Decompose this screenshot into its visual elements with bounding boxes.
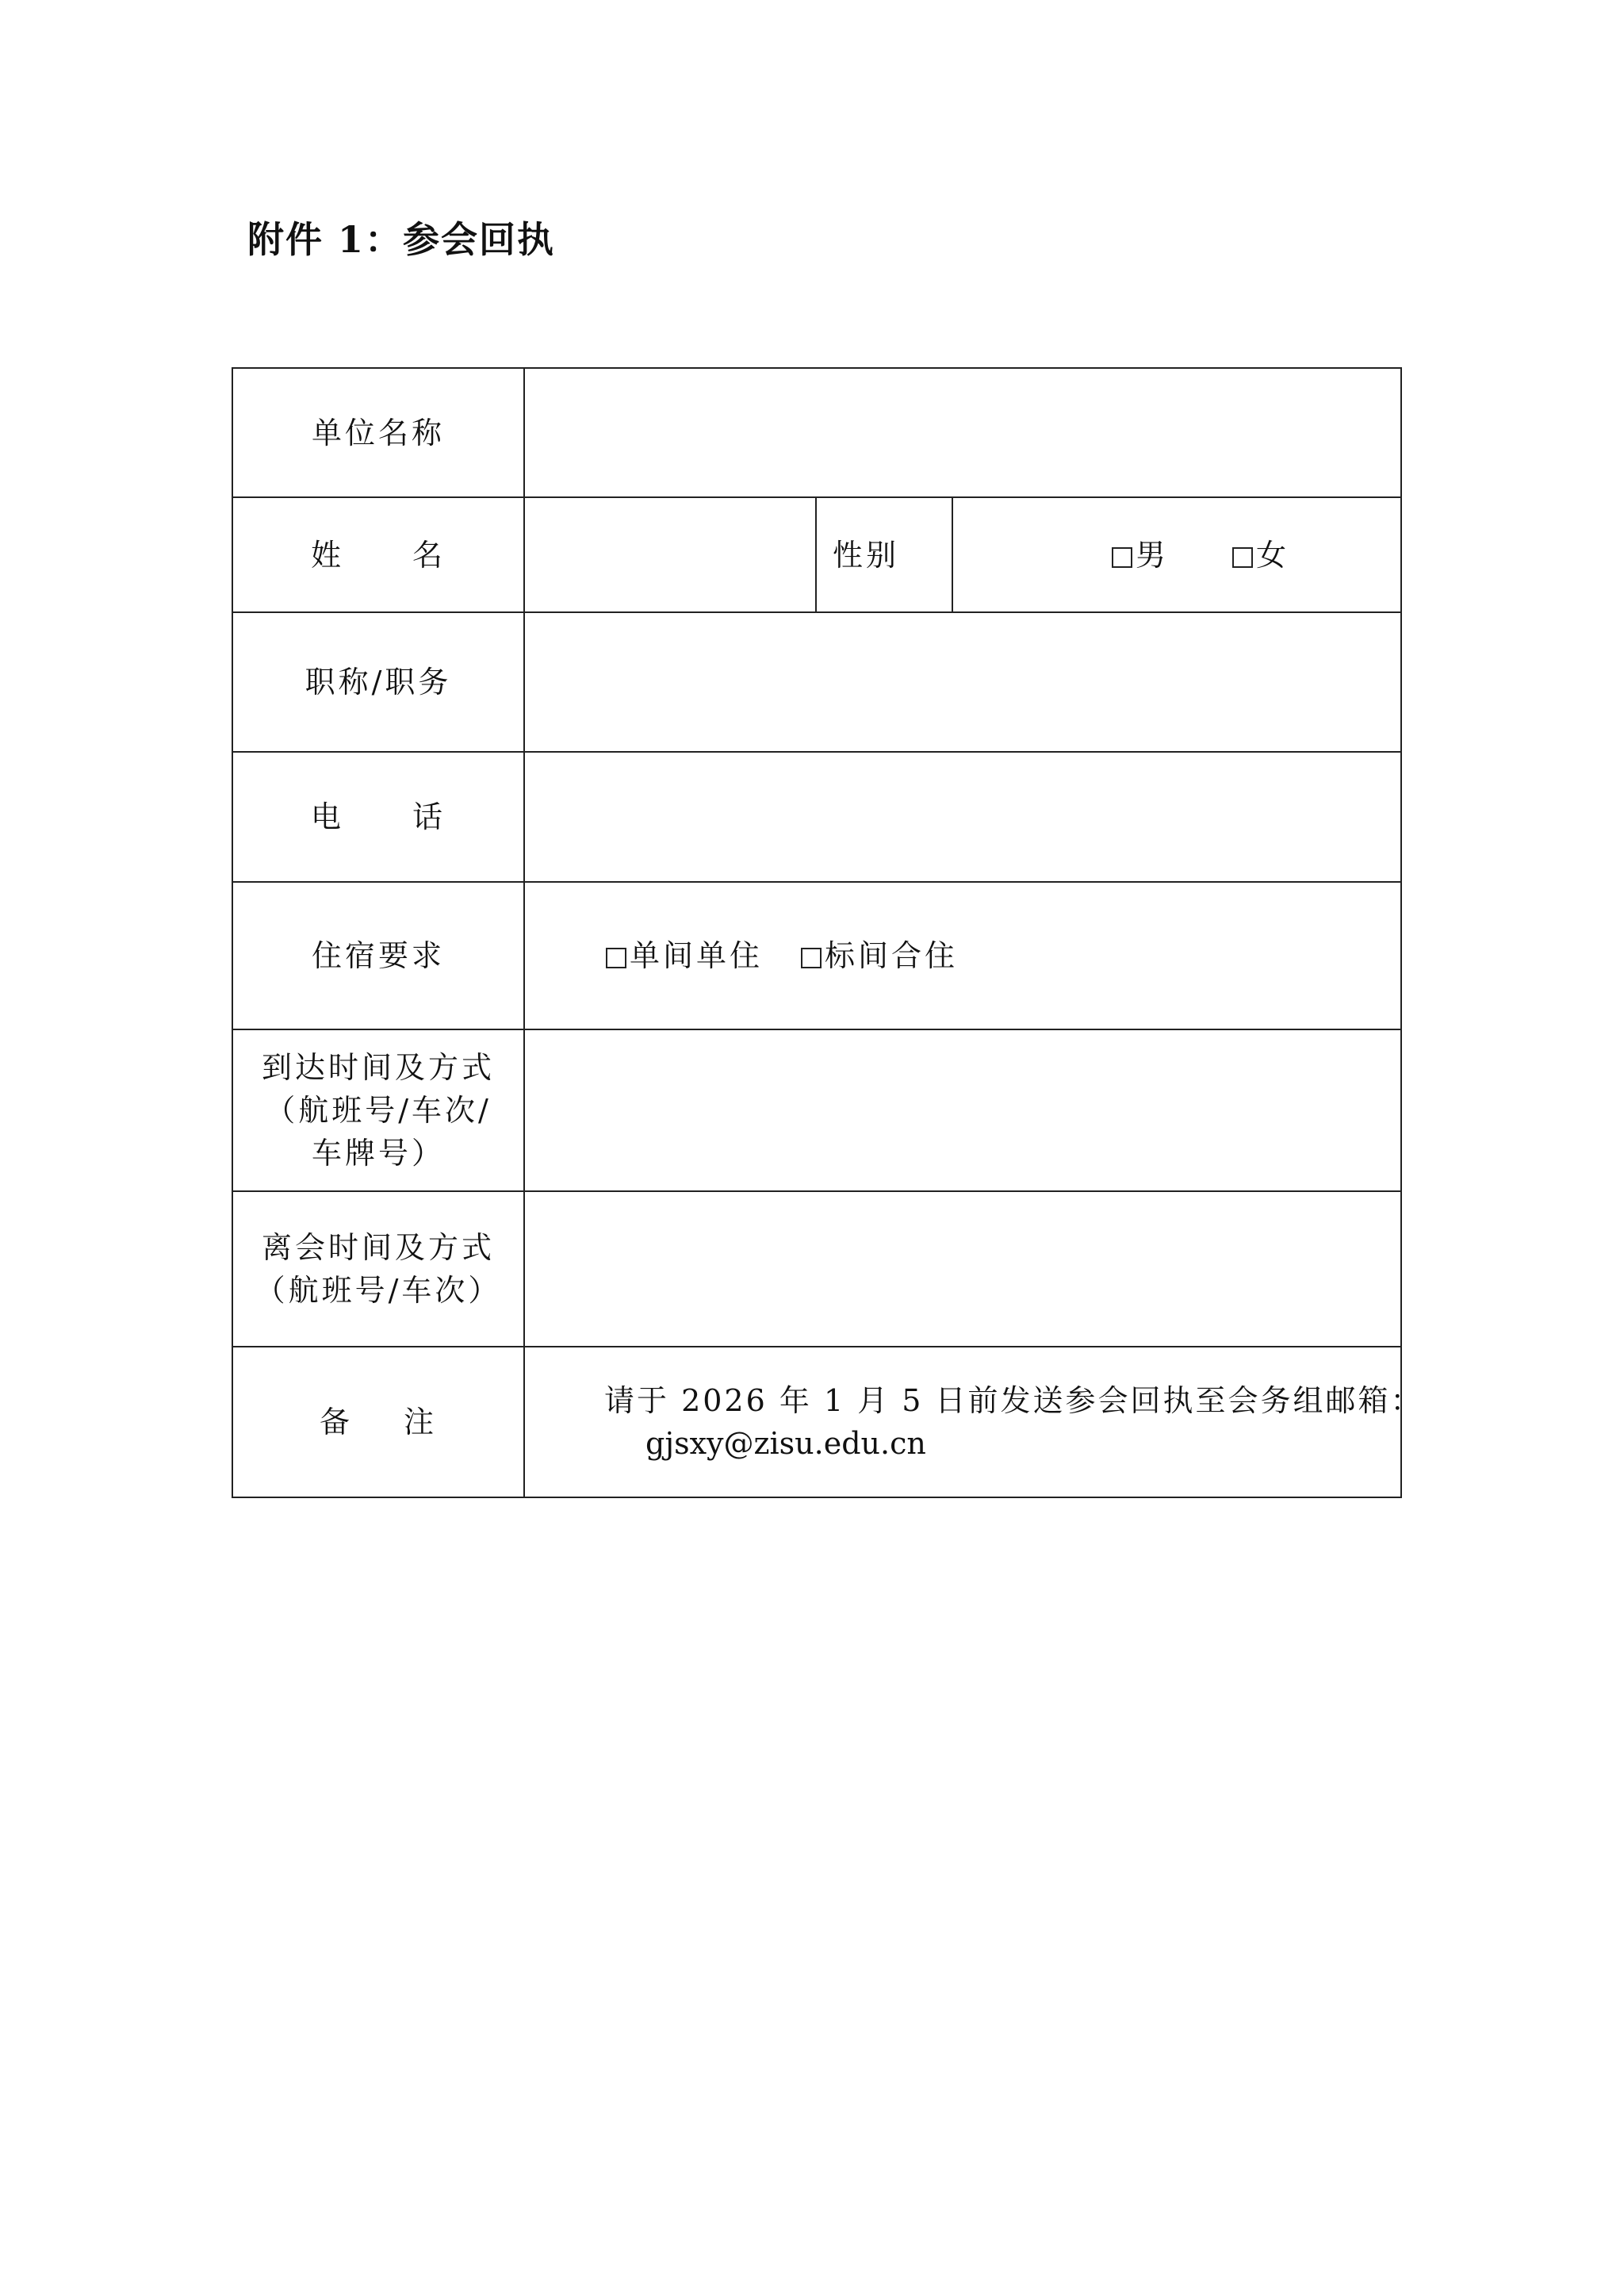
remark-label-char-2: 注 — [404, 1405, 438, 1439]
gender-label: 性别 — [833, 537, 900, 573]
departure-label-cell — [232, 1191, 524, 1347]
remark-label-char-1: 备 — [319, 1405, 353, 1439]
unit-label-cell — [232, 368, 524, 497]
name-input-cell[interactable] — [524, 497, 816, 612]
lodging-option-single-label: 单间单住 — [630, 938, 764, 973]
name-label-char-1: 姓 — [310, 537, 344, 573]
row-remark — [232, 1347, 1401, 1497]
row-unit — [232, 368, 1401, 497]
departure-label-line-1: 离会时间及方式 — [261, 1230, 495, 1265]
row-lodging — [232, 882, 1401, 1029]
title-label: 职称/职务 — [304, 665, 452, 700]
checkbox-female[interactable] — [1232, 547, 1253, 568]
arrival-label-line-2: （航班号/车次/ — [265, 1093, 492, 1128]
gender-option-female-label: 女 — [1256, 537, 1290, 573]
phone-label-char-2: 话 — [412, 799, 446, 834]
row-title — [232, 612, 1401, 752]
title-input-cell[interactable] — [524, 612, 1401, 752]
checkbox-single-room[interactable] — [606, 948, 626, 968]
arrival-label-cell — [232, 1029, 524, 1191]
arrival-label-line-1: 到达时间及方式 — [261, 1050, 495, 1085]
departure-label-line-2: （航班号/车次） — [255, 1273, 502, 1308]
registration-receipt-table — [232, 367, 1423, 1498]
checkbox-male[interactable] — [1112, 547, 1132, 568]
unit-input-cell[interactable] — [524, 368, 1401, 497]
remark-cell — [524, 1347, 1423, 1497]
gender-options-cell — [952, 497, 1401, 612]
departure-label — [255, 1226, 502, 1312]
gender-label-cell — [816, 497, 952, 612]
lodging-option-shared-label: 标间合住 — [825, 938, 959, 973]
checkbox-shared-room[interactable] — [801, 948, 822, 968]
gender-option-male[interactable] — [1112, 534, 1169, 577]
lodging-options-cell — [524, 882, 1401, 1029]
lodging-label: 住宿要求 — [311, 938, 445, 973]
lodging-option-single[interactable] — [606, 934, 763, 977]
departure-input-cell[interactable] — [524, 1191, 1401, 1347]
row-departure — [232, 1191, 1401, 1347]
name-label-cell — [232, 497, 524, 612]
row-arrival — [232, 1029, 1401, 1191]
arrival-label — [262, 1046, 495, 1175]
name-label-char-2: 名 — [412, 537, 446, 573]
remark-label-cell — [232, 1347, 524, 1497]
page-title: 附件 1：参会回执 — [247, 218, 556, 261]
lodging-option-shared[interactable] — [801, 934, 958, 977]
phone-label-cell — [232, 752, 524, 882]
arrival-label-line-3: 车牌号） — [311, 1136, 445, 1171]
remark-text: 请于 2026 年 1 月 5 日前发送参会回执至会务组邮箱： — [604, 1383, 1423, 1418]
phone-label-char-1: 电 — [310, 799, 344, 834]
title-label-cell — [232, 612, 524, 752]
lodging-label-cell — [232, 882, 524, 1029]
unit-label: 单位名称 — [311, 415, 445, 450]
phone-input-cell[interactable] — [524, 752, 1401, 882]
arrival-input-cell[interactable] — [524, 1029, 1401, 1191]
gender-option-female[interactable] — [1232, 534, 1289, 577]
row-name-gender — [232, 497, 1401, 612]
gender-option-male-label: 男 — [1136, 537, 1170, 573]
remark-email: gjsxy@zisu.edu.cn — [645, 1426, 926, 1461]
row-phone — [232, 752, 1401, 882]
